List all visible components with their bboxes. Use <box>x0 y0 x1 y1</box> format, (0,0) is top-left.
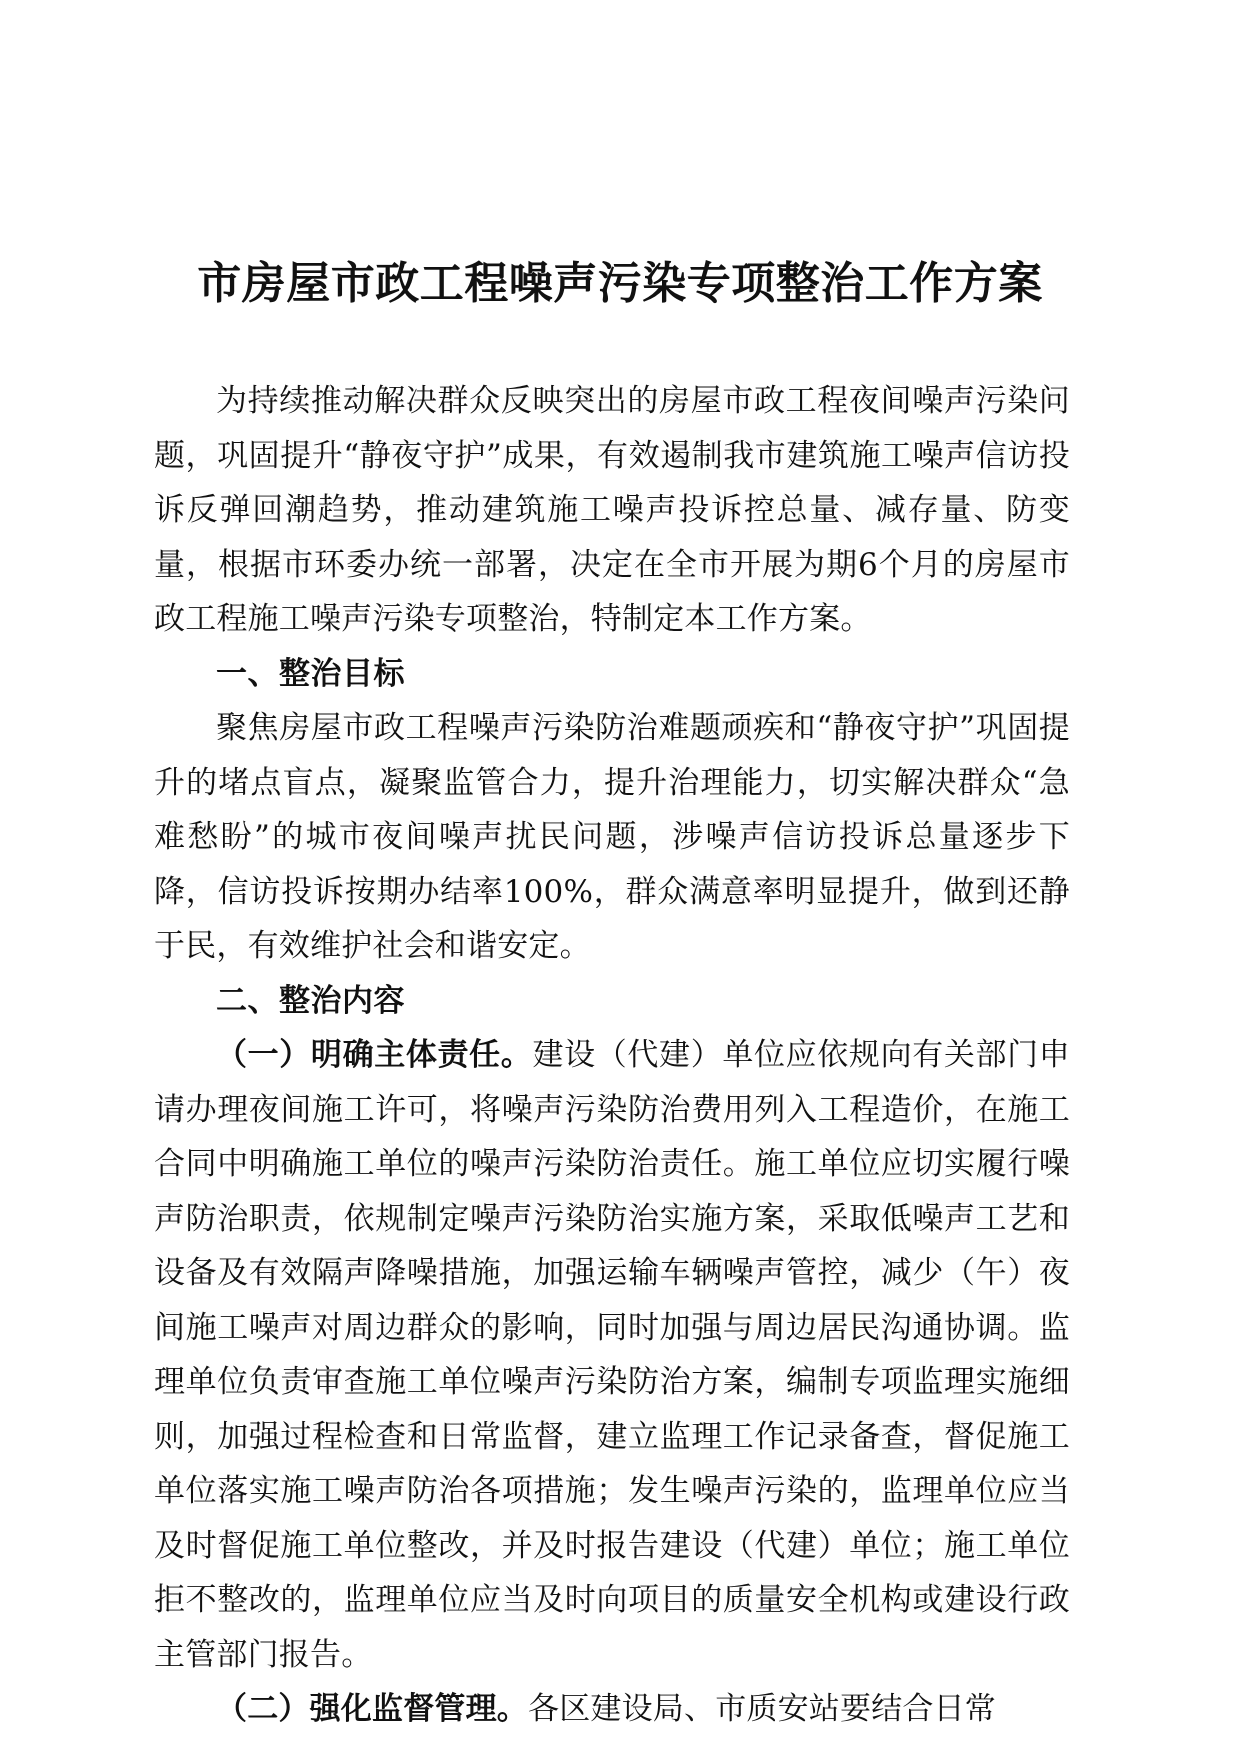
item-supervision-body: 各区建设局、市质安站要结合日常 <box>528 1691 996 1727</box>
item-responsibility-label: （一）明确主体责任。 <box>216 1037 533 1073</box>
item-supervision-label: （二）强化监督管理。 <box>216 1691 528 1727</box>
goals-paragraph: 聚焦房屋市政工程噪声污染防治难题顽疾和“静夜守护”巩固提升的堵点盲点，凝聚监管合力，提升治理能力，切实解决群众“急难愁盼”的城市夜间噪声扰民问题，涉噪声信访投诉总量逐步下降，信访投诉按期办结率100%，群众满意率明显提升，做到还静于民，有效维护社会和谐安定。 <box>154 710 1070 964</box>
item-responsibility-paragraph <box>154 1028 1070 1682</box>
intro-paragraph: 为持续推动解决群众反映突出的房屋市政工程夜间噪声污染问题，巩固提升“静夜守护”成果，有效遏制我市建筑施工噪声信访投诉反弹回潮趋势，推动建筑施工噪声投诉控总量、减存量、防变量，根据市环委办统一部署，决定在全市开展为期6个月的房屋市政工程施工噪声污染专项整治，特制定本工作方案。 <box>154 383 1070 637</box>
item-supervision-paragraph <box>154 1682 1070 1737</box>
document-body <box>154 374 1070 1737</box>
section-heading-content: 二、整治内容 <box>216 982 405 1019</box>
document-title: 市房屋市政工程噪声污染专项整治工作方案 <box>197 258 1043 309</box>
item-responsibility-body: 建设（代建）单位应依规向有关部门申请办理夜间施工许可，将噪声污染防治费用列入工程造价，在施工合同中明确施工单位的噪声污染防治责任。施工单位应切实履行噪声防治职责，依规制定噪声污染防治实施方案，采取低噪声工艺和设备及有效隔声降噪措施，加强运输车辆噪声管控，减少（午）夜间施工噪声对周边群众的影响，同时加强与周边居民沟通协调。监理单位负责审查施工单位噪声污染防治方案，编制专项监理实施细则，加强过程检查和日常监督，建立监理工作记录备查，督促施工单位落实施工噪声防治各项措施；发生噪声污染的，监理单位应当及时督促施工单位整改，并及时报告建设（代建）单位；施工单位拒不整改的，监理单位应当及时向项目的质量安全机构或建设行政主管部门报告。 <box>154 1037 1071 1673</box>
section-heading-goals: 一、整治目标 <box>216 655 405 692</box>
